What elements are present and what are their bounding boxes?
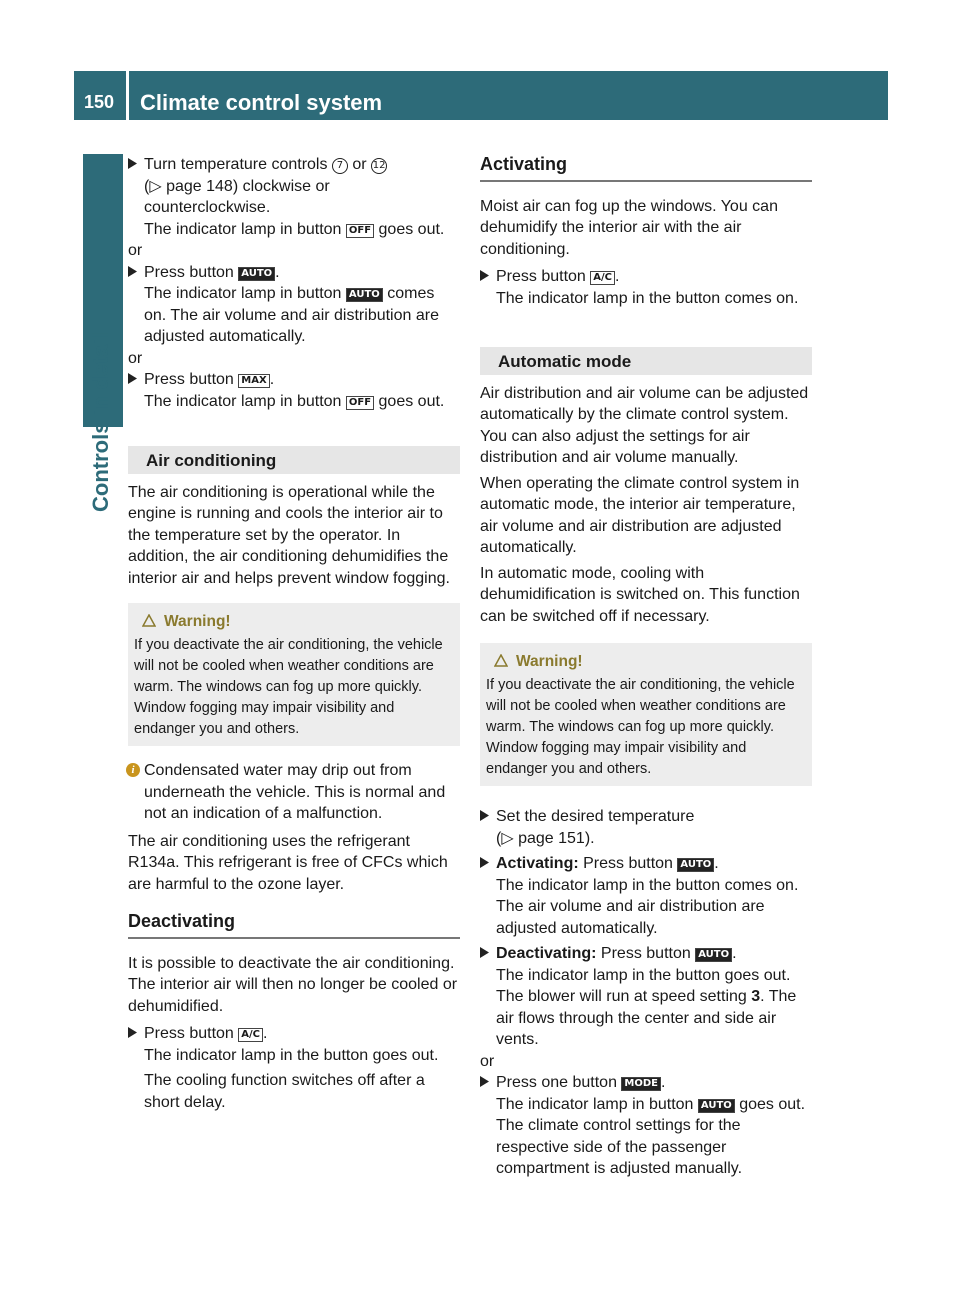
- paragraph: The air conditioning uses the refrigerant R134a. This refrigerant is free of CFCs which are harmful to the ozone layer.: [128, 832, 448, 893]
- warning-triangle-icon: [494, 654, 508, 667]
- warning-box: [128, 603, 460, 746]
- left-column: [128, 154, 460, 1113]
- step-arrow-icon: [480, 947, 489, 958]
- auto-button-icon: AUTO: [698, 1099, 735, 1113]
- section-heading-automatic-mode: Automatic mode: [480, 347, 812, 375]
- warning-title: Warning!: [516, 653, 583, 670]
- warning-title: Warning!: [164, 613, 231, 630]
- side-tab: [74, 120, 123, 1290]
- mode-button-icon: MODE: [621, 1077, 661, 1091]
- auto-button-icon: AUTO: [346, 288, 383, 302]
- step-set-temperature: Set the desired temperature (▷ page 151).: [480, 806, 812, 849]
- step-press-max-defrost: Press button MAX . The indicator lamp in button OFF goes out.: [128, 369, 460, 412]
- paragraph: In automatic mode, cooling with dehumidification is switched on. This function can be switched off if necessary.: [480, 564, 800, 625]
- ac-button-icon: A/C: [590, 271, 615, 285]
- or-text: or: [128, 349, 143, 367]
- warning-text: If you deactivate the air conditioning, the vehicle will not be cooled when weather conditions are warm. The windows can fog up more quickly. Window fogging may impair visibility and endanger you and others.: [486, 677, 795, 777]
- info-note: i Condensated water may drip out from underneath the vehicle. This is normal and not an indication of a malfunction.: [128, 760, 460, 825]
- auto-button-icon: AUTO: [677, 858, 714, 872]
- off-button-icon: OFF: [346, 224, 374, 238]
- warning-triangle-icon: [142, 614, 156, 627]
- paragraph: Air distribution and air volume can be adjusted automatically by the climate control system. You can also adjust the settings for air distribution and air volume manually.: [480, 384, 809, 466]
- step-press-mode: Press one button MODE . The indicator lamp in button AUTO goes out. The climate control settings for the respective side of the passenger compartment is adjusted manually.: [480, 1072, 812, 1180]
- off-button-icon: OFF: [346, 396, 374, 410]
- step-arrow-icon: [128, 373, 137, 384]
- step-arrow-icon: [128, 1027, 137, 1038]
- step-press-ac: Press button A/C . The indicator lamp in the button goes out. The cooling function switches off after a short delay.: [128, 1023, 460, 1113]
- subheading-deactivating: Deactivating: [128, 911, 460, 939]
- or-text: or: [480, 1052, 495, 1070]
- paragraph: When operating the climate control system in automatic mode, the interior air temperature, air volume and air distribution are adjusted automatically.: [480, 474, 800, 556]
- step-arrow-icon: [128, 266, 137, 277]
- subheading-activating: Activating: [480, 154, 812, 182]
- max-defrost-button-icon: MAX: [238, 374, 269, 388]
- paragraph: Moist air can fog up the windows. You can dehumidify the interior air with the air conditioning.: [480, 197, 778, 258]
- section-heading-air-conditioning: Air conditioning: [128, 446, 460, 474]
- step-arrow-icon: [128, 158, 137, 169]
- step-arrow-icon: [480, 270, 489, 281]
- warning-box: [480, 643, 812, 786]
- control-12-icon: 12: [371, 158, 387, 174]
- step-press-ac: Press button A/C . The indicator lamp in the button comes on.: [480, 266, 812, 309]
- warning-text: If you deactivate the air conditioning, the vehicle will not be cooled when weather conditions are warm. The windows can fog up more quickly. Window fogging may impair visibility and endanger you and others.: [134, 637, 443, 737]
- step-arrow-icon: [480, 810, 489, 821]
- info-icon: i: [126, 763, 140, 777]
- side-tab-label: Controls in detail: [88, 332, 113, 512]
- auto-button-icon: AUTO: [238, 267, 275, 281]
- page-title: Climate control system: [140, 90, 383, 115]
- page-number: 150: [84, 92, 115, 112]
- step-deactivating: Deactivating: Press button AUTO . The indicator lamp in the button goes out. The blower will run at speed setting 3. The air flows through the center and side air vents.: [480, 943, 812, 1051]
- step-arrow-icon: [480, 1076, 489, 1087]
- paragraph: The air conditioning is operational while the engine is running and cools the interior air to the temperature set by the operator. In addition, the air conditioning dehumidifies the interior air and helps prevent window fogging.: [128, 483, 450, 587]
- or-text: or: [128, 242, 143, 259]
- step-press-auto: Press button AUTO . The indicator lamp in button AUTO comes on. The air volume and air distribution are adjusted automatically.: [128, 262, 460, 348]
- control-7-icon: 7: [332, 158, 348, 174]
- paragraph: It is possible to deactivate the air conditioning. The interior air will then no longer be cooled or dehumidified.: [128, 954, 458, 1015]
- ac-button-icon: A/C: [238, 1028, 263, 1042]
- header-divider: [126, 71, 129, 120]
- step-activating: Activating: Press button AUTO . The indicator lamp in the button comes on. The air volume and air distribution are adjusted automatically.: [480, 853, 812, 939]
- page-header: [74, 71, 888, 120]
- right-column: [480, 154, 812, 1180]
- step-turn-temperature: Turn temperature controls 7 or 12 (▷ page 148) clockwise or counterclockwise. The indicator lamp in button OFF goes out.: [128, 154, 460, 240]
- auto-button-icon: AUTO: [695, 948, 732, 962]
- step-arrow-icon: [480, 857, 489, 868]
